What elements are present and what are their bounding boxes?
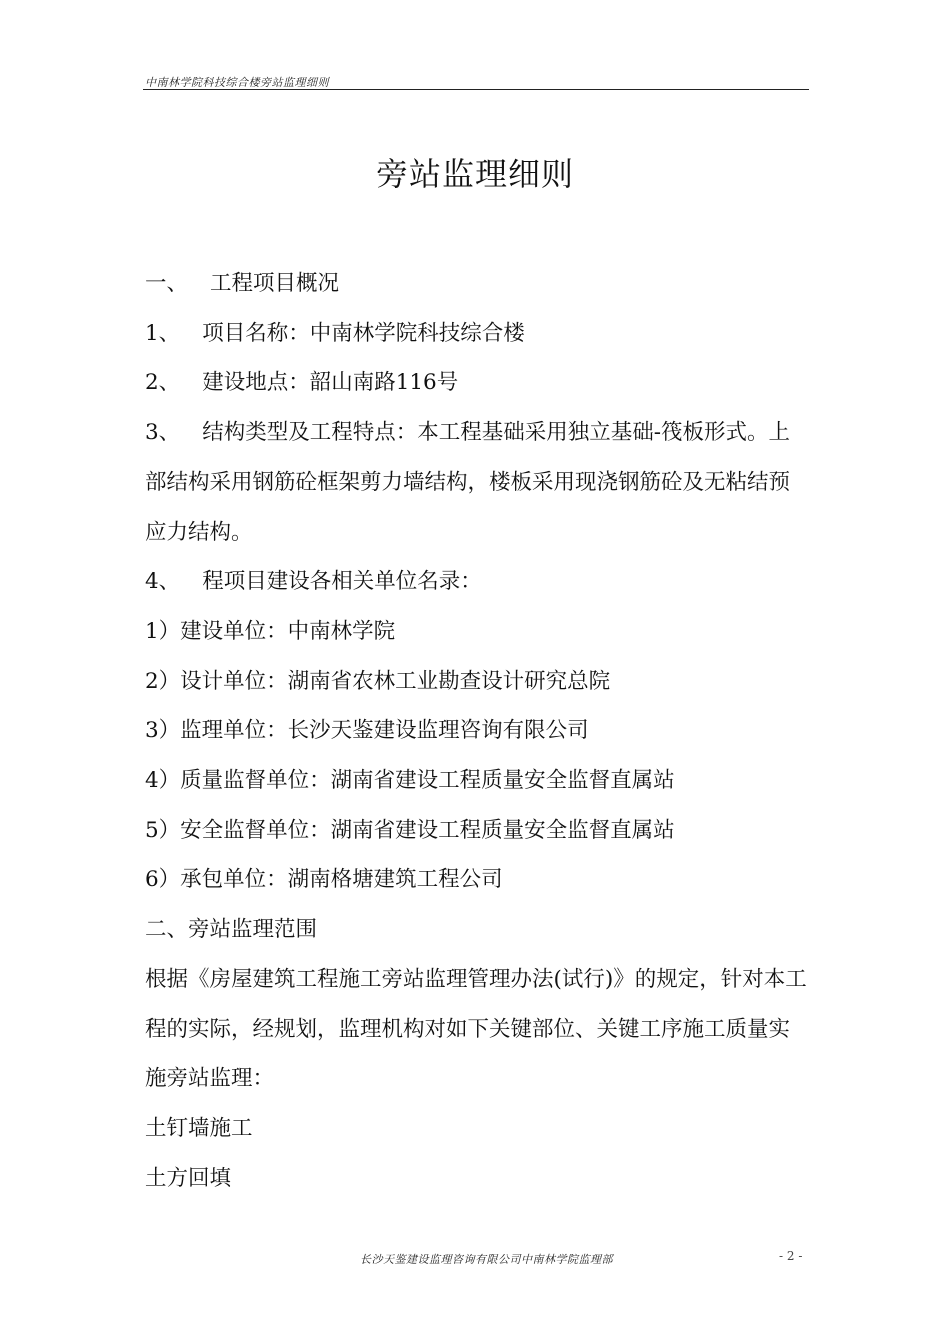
scope-item: 土钉墙施工 — [145, 1115, 253, 1141]
running-footer: 长沙天鉴建设监理咨询有限公司中南林学院监理部 — [360, 1253, 613, 1266]
unit-line: 3）监理单位：长沙天鉴建设监理咨询有限公司 — [145, 718, 589, 744]
scope-item: 土方回填 — [145, 1165, 232, 1191]
paragraph: 根据《房屋建筑工程施工旁站监理管理办法(试行)》的规定，针对本工程的实际，经规划，监理机构对如下关键部位、关键工序施工质量实施旁站监理： — [145, 966, 807, 1092]
section-title: 工程项目概况 — [210, 271, 340, 296]
item-number: 4、 — [145, 569, 181, 595]
item-text: 建设地点：韶山南路116号 — [202, 370, 459, 396]
item-text: 结构类型及工程特点：本工程基础采用独立基础-筏板形式。上部结构采用钢筋砼框架剪力墙结构，楼板采用现浇钢筋砼及无粘结预应力结构。 — [145, 420, 791, 545]
unit-line: 6）承包单位：湖南格塘建筑工程公司 — [145, 867, 503, 893]
unit-line: 1）建设单位：中南林学院 — [145, 618, 396, 644]
list-item — [145, 358, 809, 408]
unit-line: 5）安全监督单位：湖南省建设工程质量安全监督直属站 — [145, 817, 675, 843]
header-divider — [143, 89, 809, 90]
document-body — [145, 259, 809, 1203]
list-item — [145, 309, 809, 359]
list-item — [145, 408, 809, 557]
page-number: - 2 - — [779, 1249, 803, 1263]
item-text: 项目名称：中南林学院科技综合楼 — [202, 320, 525, 346]
list-item — [145, 557, 809, 607]
unit-line: 4）质量监督单位：湖南省建设工程质量安全监督直属站 — [145, 768, 675, 794]
section-heading-2: 二、旁站监理范围 — [145, 917, 318, 943]
item-number: 3、 — [145, 420, 181, 446]
unit-line: 2）设计单位：湖南省农林工业勘查设计研究总院 — [145, 668, 611, 694]
running-header: 中南林学院科技综合楼旁站监理细则 — [145, 76, 329, 89]
item-number: 1、 — [145, 320, 181, 346]
item-text: 程项目建设各相关单位名录： — [202, 569, 482, 595]
section-heading-1 — [145, 259, 809, 309]
section-number: 一、 — [145, 271, 189, 296]
item-number: 2、 — [145, 370, 181, 396]
document-title: 旁站监理细则 — [375, 155, 574, 193]
